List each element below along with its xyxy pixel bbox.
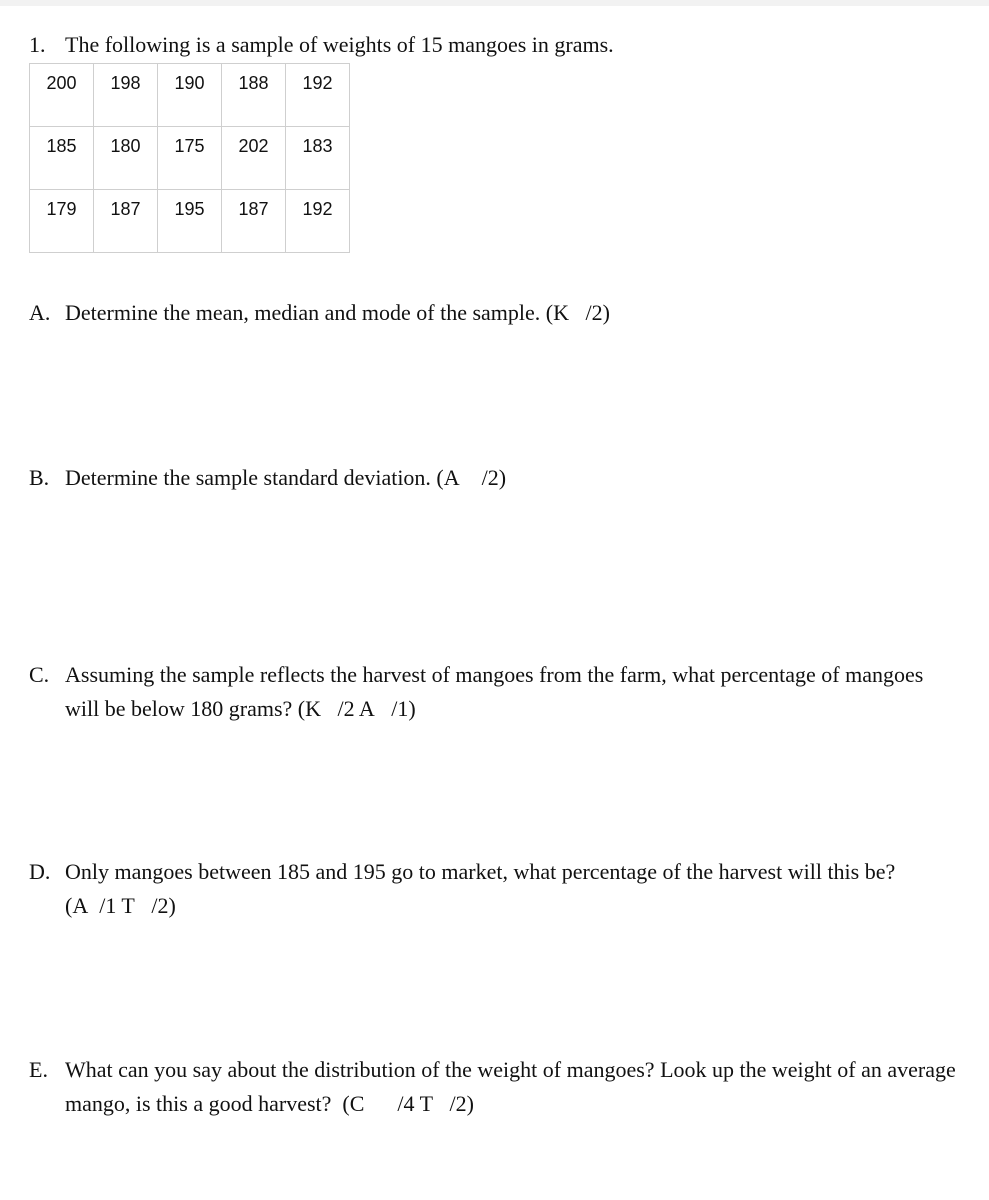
part-letter: A. xyxy=(29,300,51,325)
table-cell: 179 xyxy=(30,190,94,253)
part-letter: D. xyxy=(29,859,51,884)
table-cell: 187 xyxy=(222,190,286,253)
table-cell: 180 xyxy=(94,127,158,190)
table-cell: 192 xyxy=(286,190,350,253)
table-cell: 190 xyxy=(158,64,222,127)
part-text: Assuming the sample reflects the harvest of mangoes from the farm, what percentage of mangoes will be below 180 grams? (K /2 A /1) xyxy=(65,662,924,721)
table-row xyxy=(30,64,350,127)
table-cell: 183 xyxy=(286,127,350,190)
part-text: What can you say about the distribution of the weight of mangoes? Look up the weight of an average mango, is this a good harvest? (C /4 T /2) xyxy=(65,1057,956,1116)
table-cell: 202 xyxy=(222,127,286,190)
part-text: Determine the mean, median and mode of the sample. (K /2) xyxy=(65,300,610,325)
table-cell: 195 xyxy=(158,190,222,253)
table-cell: 188 xyxy=(222,64,286,127)
table-cell: 200 xyxy=(30,64,94,127)
table-cell: 175 xyxy=(158,127,222,190)
part-letter: B. xyxy=(29,465,50,490)
part-text: Determine the sample standard deviation. (A /2) xyxy=(65,465,507,490)
question-number: 1. xyxy=(29,32,46,57)
part-letter: C. xyxy=(29,662,50,687)
table-row xyxy=(30,127,350,190)
mango-weights-table xyxy=(29,63,350,253)
table-row xyxy=(30,190,350,253)
table-cell: 185 xyxy=(30,127,94,190)
part-letter: E. xyxy=(29,1057,48,1082)
question-prompt: The following is a sample of weights of 15 mangoes in grams. xyxy=(65,32,614,57)
table-cell: 198 xyxy=(94,64,158,127)
part-text: Only mangoes between 185 and 195 go to market, what percentage of the harvest will this be? (A /1 T /2) xyxy=(65,859,896,918)
table-cell: 187 xyxy=(94,190,158,253)
table-cell: 192 xyxy=(286,64,350,127)
